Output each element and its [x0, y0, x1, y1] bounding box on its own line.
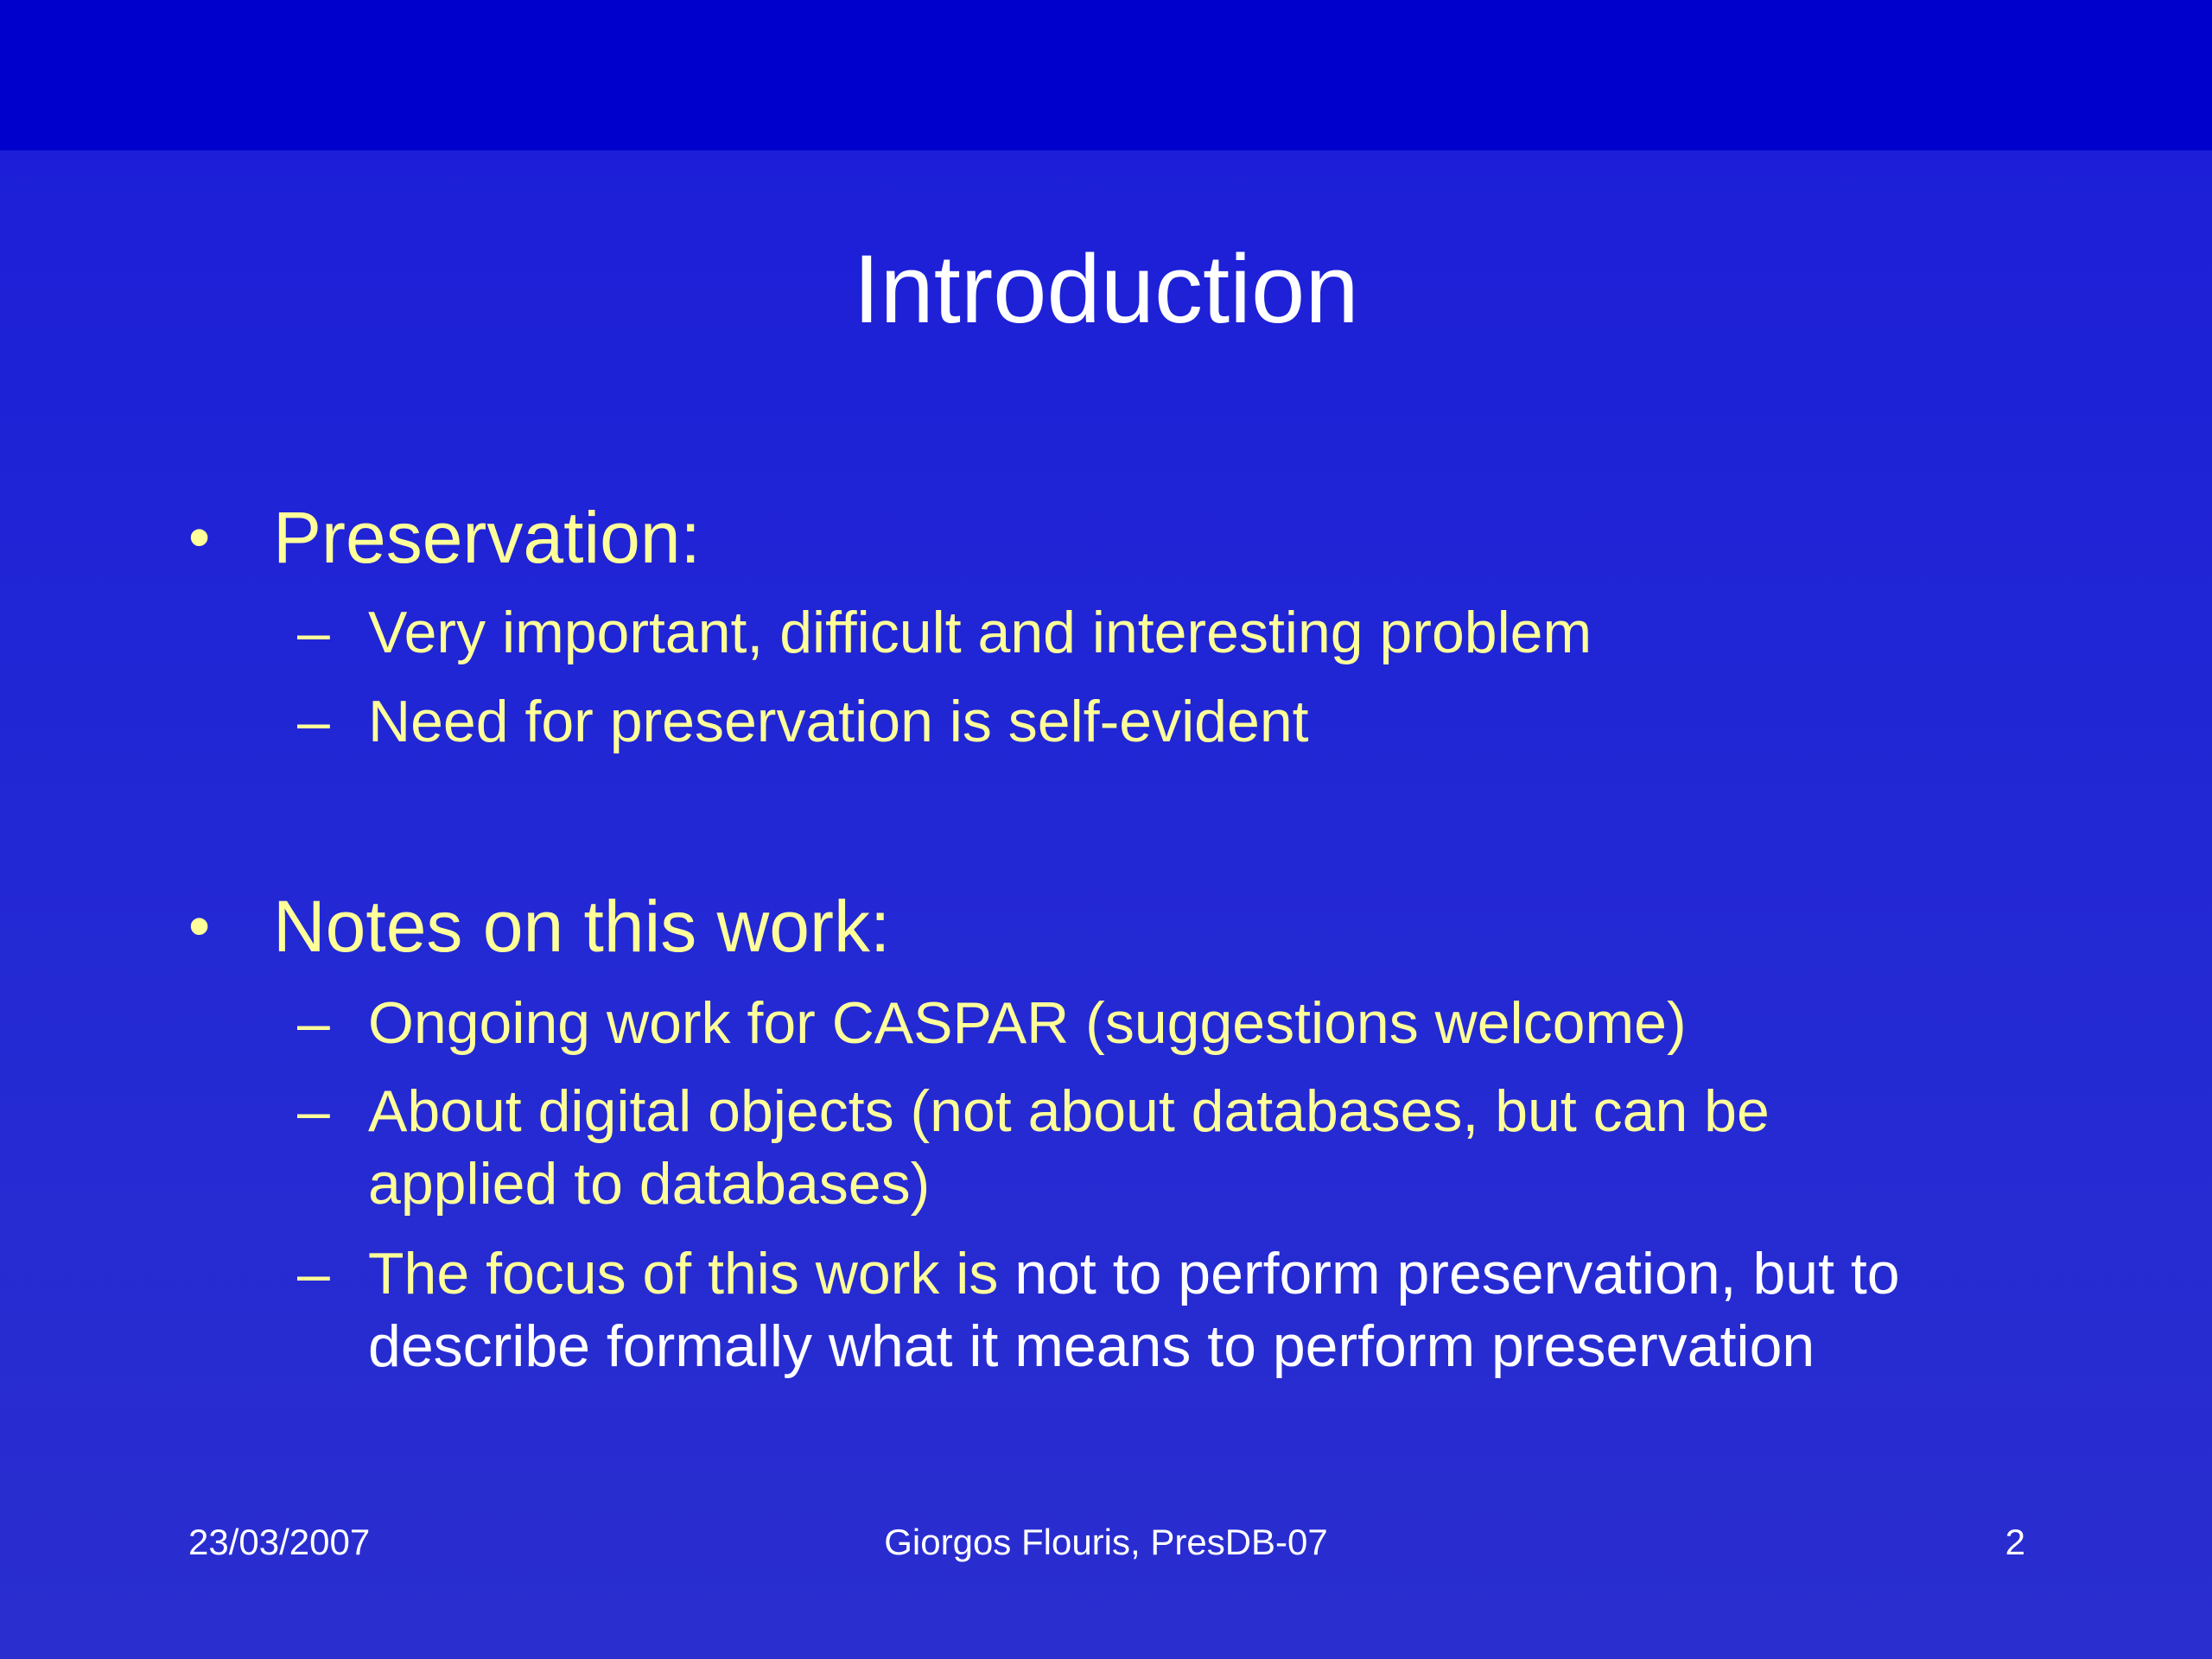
- sub-item-continued: describe formally what it means to perform preservation: [368, 1313, 1815, 1379]
- sub-item-emphasis: not to perform preservation, but to: [1014, 1241, 1900, 1306]
- sub-item: Ongoing work for CASPAR (suggestions welcome): [368, 990, 1687, 1056]
- sub-item-highlight: The focus of this work is: [368, 1241, 999, 1306]
- footer-date: 23/03/2007: [188, 1522, 371, 1562]
- sub-item-continued: applied to databases): [368, 1151, 931, 1217]
- slide-title: Introduction: [853, 235, 1359, 343]
- page-number: 2: [2005, 1522, 2025, 1562]
- footer-author: Giorgos Flouris, PresDB-07: [884, 1522, 1328, 1562]
- dash-icon: –: [297, 1241, 330, 1306]
- sub-item: About digital objects (not about databases, but can be: [368, 1078, 1770, 1144]
- bullet-icon: •: [188, 892, 211, 961]
- bullet-icon: •: [188, 503, 211, 572]
- dash-icon: –: [297, 600, 330, 665]
- bullet-notes: Notes on this work:: [273, 886, 891, 967]
- header-band: [0, 0, 2212, 150]
- dash-icon: –: [297, 689, 330, 754]
- dash-icon: –: [297, 1078, 330, 1144]
- sub-item: Need for preservation is self-evident: [368, 689, 1309, 754]
- bullet-preservation: Preservation:: [273, 497, 701, 578]
- sub-item: [368, 1237, 1900, 1310]
- sub-item: Very important, difficult and interesting problem: [368, 600, 1592, 665]
- dash-icon: –: [297, 990, 330, 1056]
